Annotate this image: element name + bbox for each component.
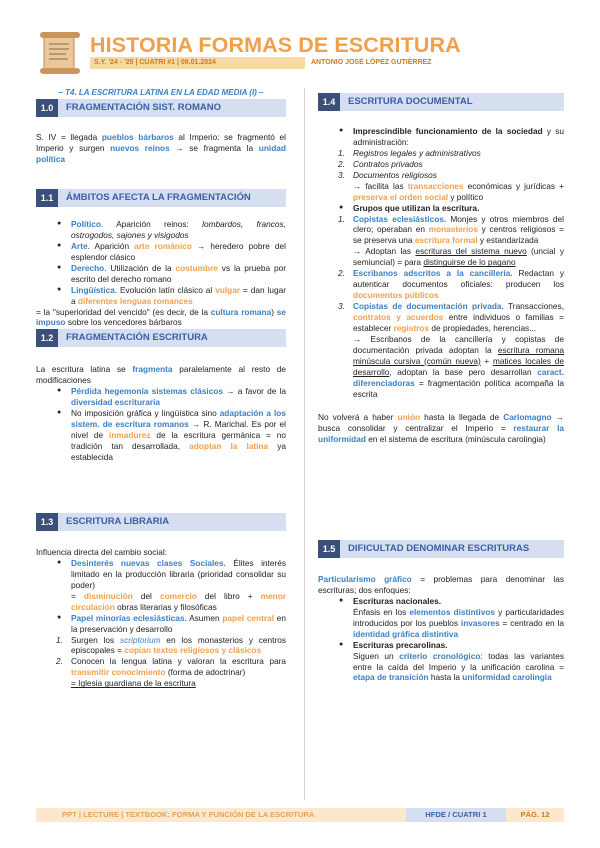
section-1-1-header: 1.1 ÁMBITOS AFECTA LA FRAGMENTACIÓN [36,189,286,207]
section-1-3-body: Influencia directa del cambio social: ● Desinterés nuevas clases Sociales. Élites interés limitado en la producción libraria (prioridad consolidar su poder) = disminución del comercio del libro + menor circulación obras literarias y filosóficas ● Papel minorías eclesiásticas. Asumen papel central en la preservación y desarrollo 1. Surgen los scriptorium en los monasterios y centros episcopales = copian textos religiosos y clásicos 2. Conocen la lengua latina y valoran la escritura para transmitir conocimiento (forma de adoctrinar) = Iglesia guardiana de la escritura [36,547,286,689]
page-title: HISTORIA FORMAS DE ESCRITURA [90,33,461,57]
column-divider [304,88,305,800]
header-meta-bar [90,57,565,69]
unit-kicker: – T4. LA ESCRITURA LATINA EN LA EDAD MEDIA (I) – [58,88,264,97]
section-1-0-header: 1.0 FRAGMENTACIÓN SIST. ROMANO [36,99,286,117]
course-meta: S.Y. '24 - '25 | CUATRI #1 | 08.01.2024 [90,57,305,69]
section-1-0-body: S. IV = llegada pueblos bárbaros al Imperio: se fragmentó el Imperio y surgen nuevos reinos → se fragmenta la unidad política [36,132,286,164]
section-1-5-header: 1.5 DIFICULTAD DENOMINAR ESCRITURAS [318,540,564,558]
section-1-2-body: La escritura latina se fragmenta paralelamente al resto de modificaciones ● Pérdida hegemonía sistemas clásicos → a favor de la diversidad escrituraria ● No imposición gráfica y lingüística sino adaptación a los sistem. de escritura romanos → R. Marichal. Es por el nivel de inmadurez de la escritura germánica = no tradición tan desarrollada, adoptan la latina ya establecida [36,364,286,462]
author-name: ANTONIO JOSÉ LÓPEZ GUTIÉRREZ [311,59,432,66]
section-1-3-header: 1.3 ESCRITURA LIBRARIA [36,513,286,531]
footer-sources: PPT | LECTURE | TEXTBOOK: FORMA Y FUNCIÓN DE LA ESCRITURA [36,808,406,822]
section-1-4-body: ● Imprescindible funcionamiento de la sociedad y su administración: 1. Registros legales y administrativos 2. Contratos privados 3. Documentos religiosos → facilita las transacciones económicas y jurídicas + preserva el orden social y político ● Grupos que utilizan la escritura. 1. Copistas eclesiásticos. Monjes y otros miembros del clero; operaban en monasterios y centros religiosos = se preserva una escritura formal y estandarizada → Adoptan las escrituras del sistema nuevo (uncial y semiuncial) = para distinguirse de lo pagano 2. Escribanos adscritos a la cancillería. Redactan y autenticar documentos oficiales: producen los documentos públicos 3. Copistas de documentación privada. Transacciones, contratos y acuerdos entre individuos o familias = establecer registros de propiedades, herencias... → Escribanos de la cancillería y copistas de documentación privada adoptan la escritura romana minúscula cursiva (común nueva) + matices locales de desarrollo, adoptan la base pero desarrollan caract. diferenciadoras = fragmentación política acompaña la escrita No volverá a haber unión hasta la llegada de Carlomagno → busca consolidar y centralizar el Imperio = restaurar la uniformidad en el sistema de escritura (minúscula carolingia) [318,126,564,445]
page-footer [36,808,564,822]
section-1-2-header: 1.2 FRAGMENTACIÓN ESCRITURA [36,329,286,347]
scroll-icon [38,30,82,76]
page-number: PÁG. 12 [506,808,564,822]
section-1-5-body: Particularismo gráfico = problemas para denominar las escrituras; dos enfoques: ● Escrituras nacionales. Énfasis en los elementos distintivos y particularidades introducidos por los pueblos invasores = centrado en la identidad gráfica distintiva ● Escrituras precarolinas. Siguen un criterio cronológico: todas las variantes entre la caída del Imperio y la unificación carolina = etapa de transición hasta la uniformidad carolingia [318,574,564,683]
footer-course: HFDE / CUATRI 1 [406,808,506,822]
section-1-1-body: ● Político. Aparición reinos: lombardos, francos, ostrogodos, sajones y visigodos ● Arte. Aparición arte románico → heredero pobre del esplendor clásico ● Derecho. Utilización de la costumbre vs la prueba por escrito del derecho romano ● Lingüística. Evolución latín clásico al vulgar = dan lugar a diferentes lenguas romances = la "superioridad del vencido" (es decir, de la cultura romana) se impuso sobre los vencedores bárbaros [36,219,286,328]
section-1-4-header: 1.4 ESCRITURA DOCUMENTAL [318,93,564,111]
